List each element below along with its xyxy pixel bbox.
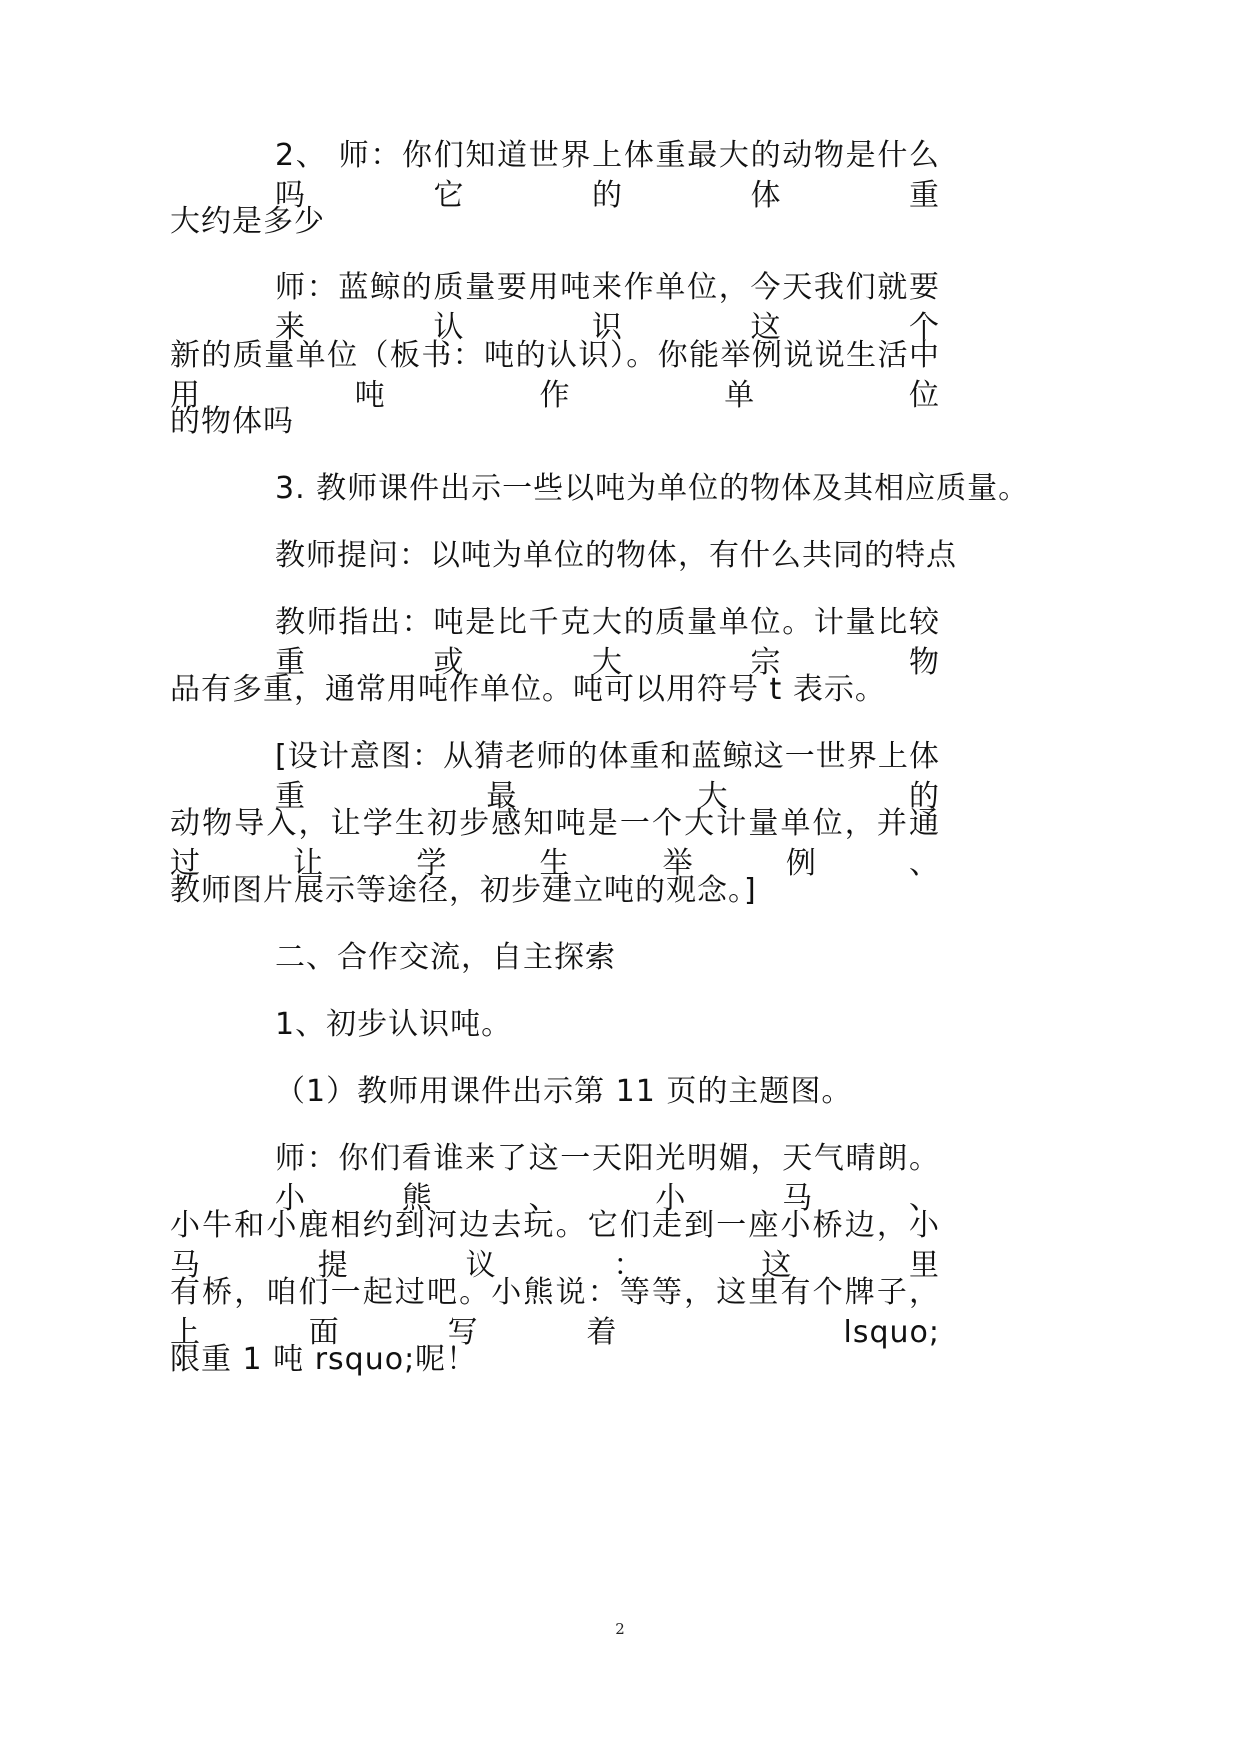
- text-line: 教师图片展示等途径，初步建立吨的观念。]: [170, 873, 757, 908]
- text-line: 师：你们看谁来了这一天阳光明媚，天气晴朗。小熊、小马、: [275, 1141, 940, 1216]
- section-heading: 二、合作交流，自主探索: [275, 940, 616, 975]
- text-line: 小牛和小鹿相约到河边去玩。它们走到一座小桥边，小马提议：这里: [170, 1208, 940, 1283]
- text-line: 大约是多少: [170, 204, 325, 239]
- text-line: 有桥，咱们一起过吧。小熊说：等等，这里有个牌子，上面写着 lsquo;: [170, 1275, 940, 1350]
- text-line: 新的质量单位（板书：吨的认识）。你能举例说说生活中用吨作单位: [170, 338, 940, 413]
- subsection-heading: 1、初步认识吨。: [275, 1007, 513, 1042]
- text-line: （1）教师用课件出示第 11 页的主题图。: [275, 1074, 853, 1109]
- text-line: 限重 1 吨 rsquo;呢！: [170, 1342, 478, 1377]
- text-line: 品有多重，通常用吨作单位。吨可以用符号 t 表示。: [170, 672, 886, 707]
- text-line: 3. 教师课件出示一些以吨为单位的物体及其相应质量。: [275, 471, 1030, 506]
- text-line: 2、 师：你们知道世界上体重最大的动物是什么吗它的体重: [275, 138, 940, 213]
- page-number: 2: [615, 1620, 625, 1638]
- text-line: 教师提问：以吨为单位的物体，有什么共同的特点: [275, 538, 957, 573]
- text-line: [设计意图：从猜老师的体重和蓝鲸这一世界上体重最大的: [275, 739, 940, 814]
- text-line: 动物导入，让学生初步感知吨是一个大计量单位，并通过让学生举例、: [170, 806, 940, 881]
- text-line: 师：蓝鲸的质量要用吨来作单位，今天我们就要来认识这个: [275, 270, 940, 345]
- text-line: 教师指出：吨是比千克大的质量单位。计量比较重或大宗物: [275, 605, 940, 680]
- text-line: 的物体吗: [170, 404, 294, 439]
